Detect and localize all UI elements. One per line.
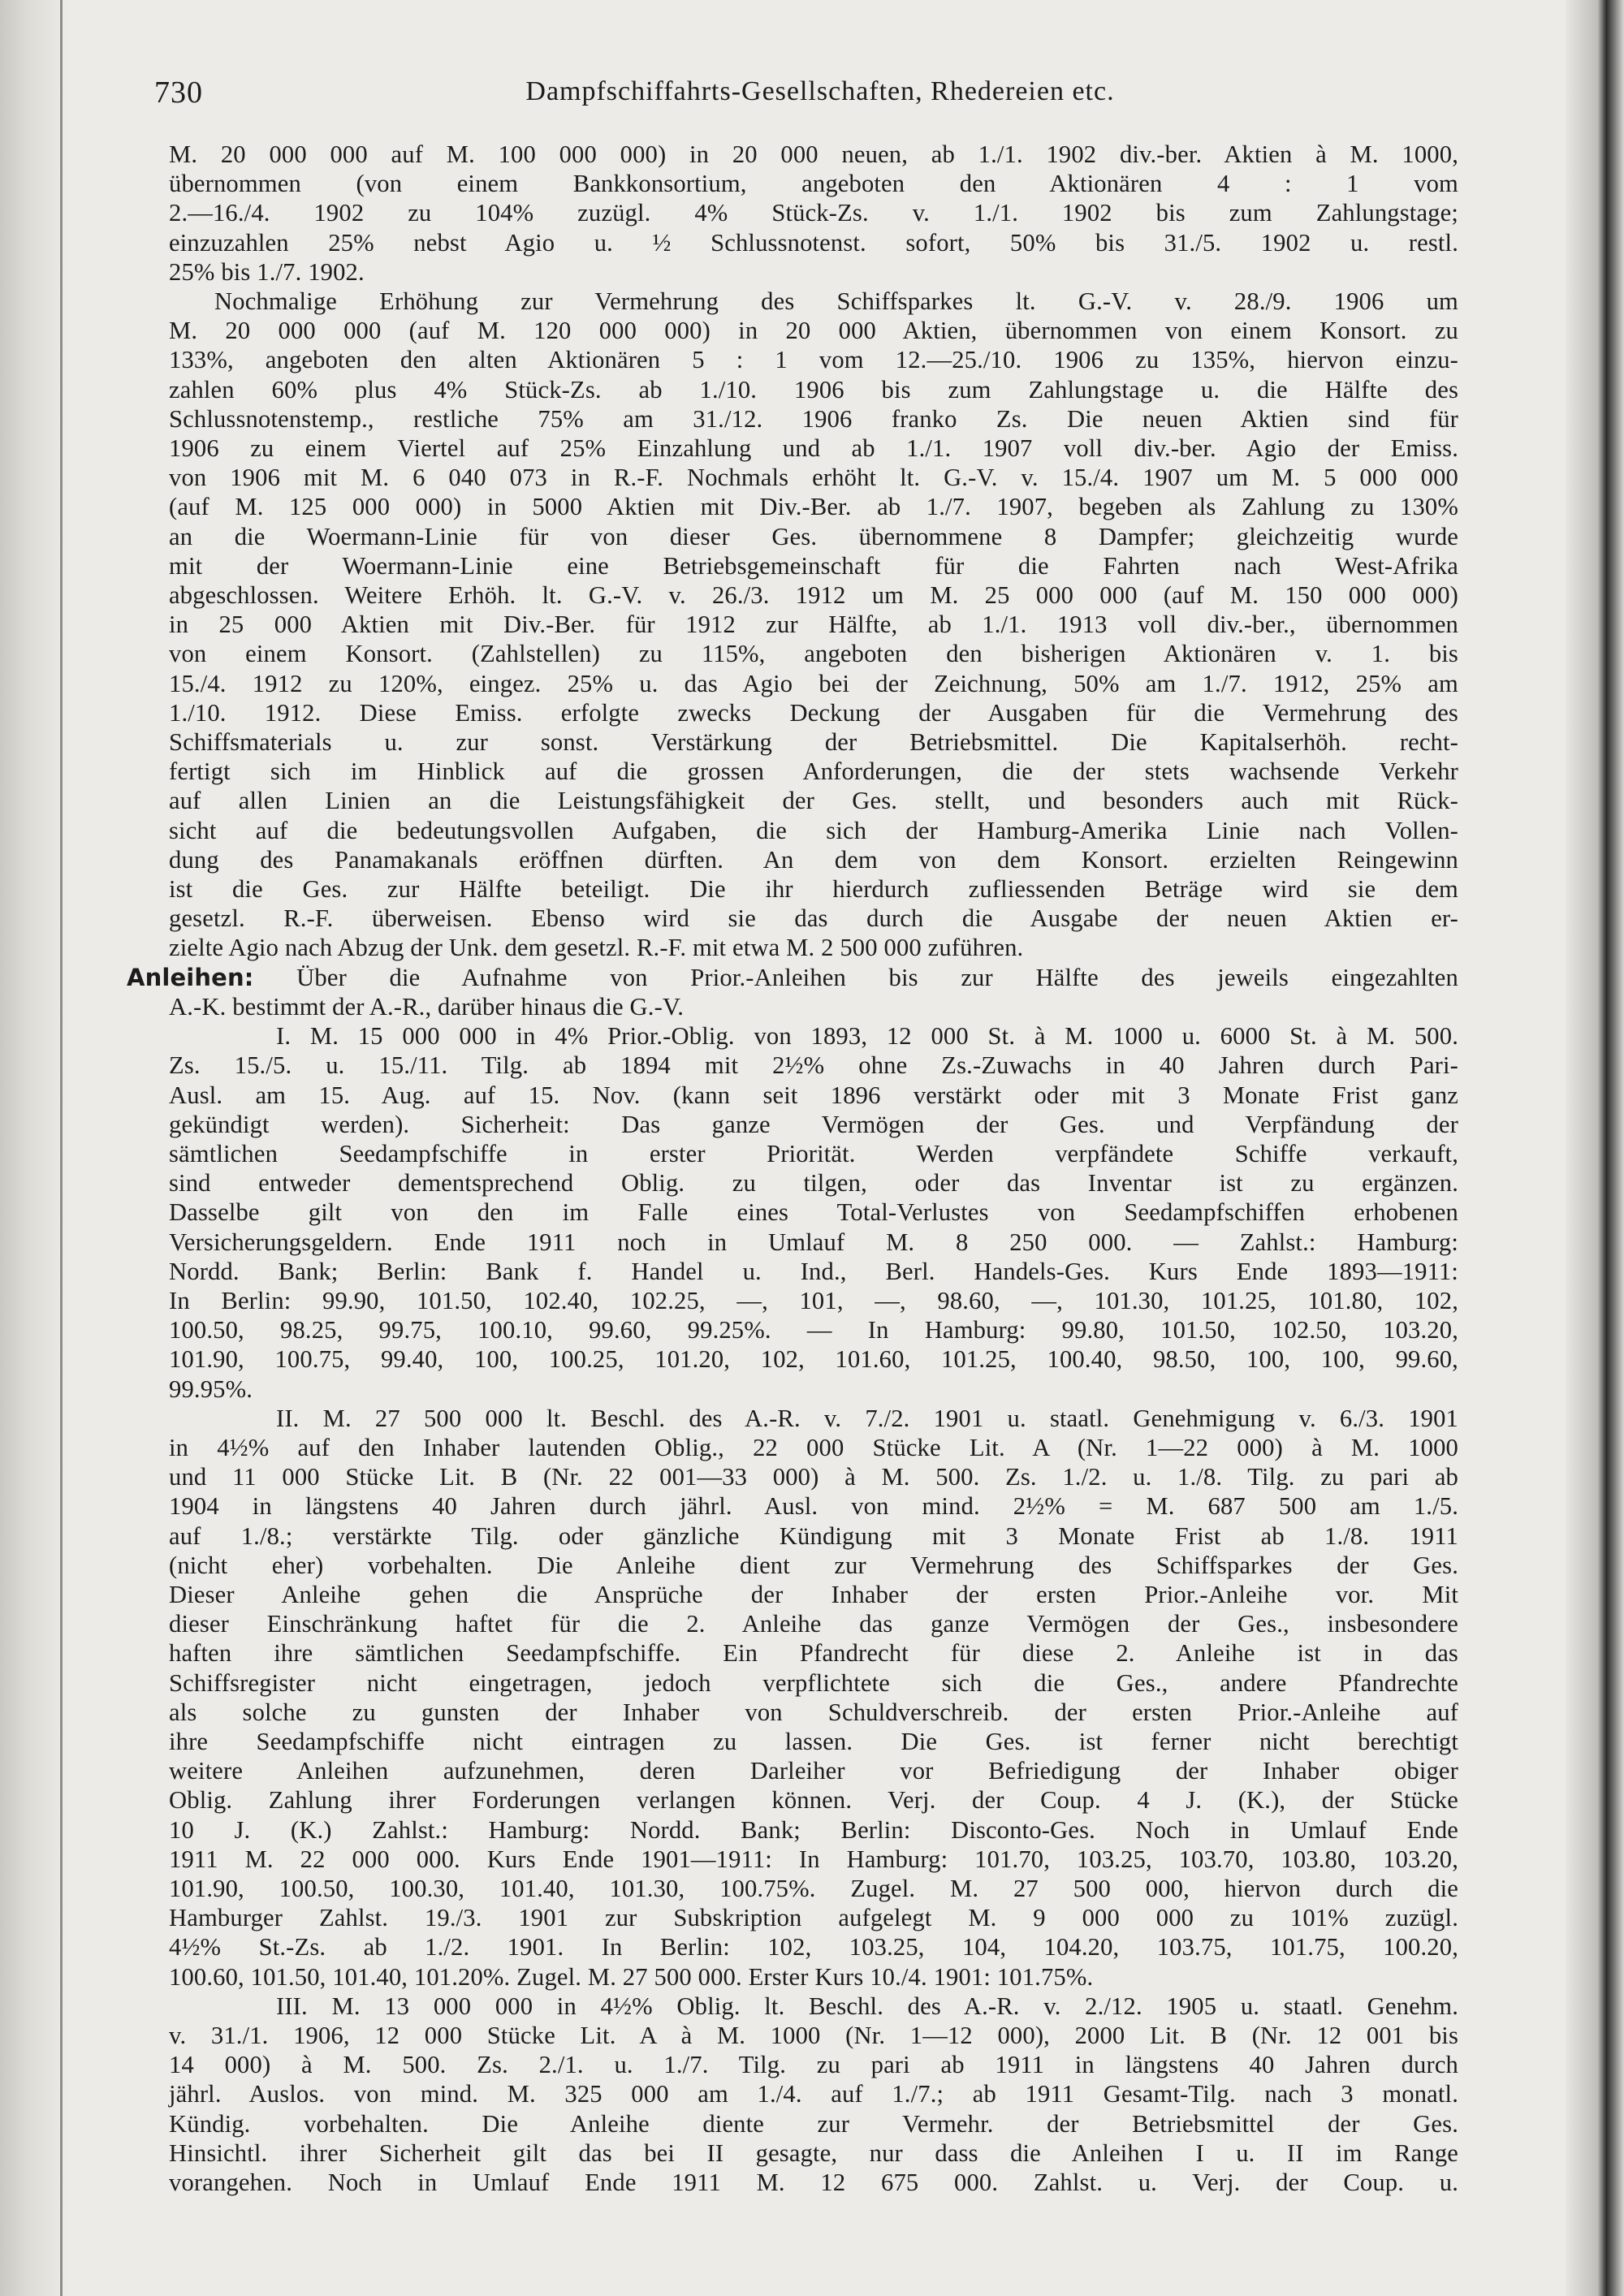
text-line bbox=[169, 492, 1458, 521]
line-text: 10 J. (K.) Zahlst.: Hamburg: Nordd. Bank; Berlin: Disconto-Ges. Noch in Umlauf Ende bbox=[169, 1815, 1458, 1844]
line-text: II. M. 27 500 000 lt. Beschl. des A.-R. v. 7./2. 1901 u. staatl. Genehmigung v. 6./3. 1901 bbox=[276, 1404, 1458, 1432]
text-line bbox=[169, 257, 1458, 287]
text-line bbox=[169, 198, 1458, 227]
text-line bbox=[169, 727, 1458, 757]
text-line bbox=[169, 1433, 1458, 1462]
line-text: an die Woermann-Linie für von dieser Ges. übernommene 8 Dampfer; gleichzeitig wurde bbox=[169, 522, 1458, 550]
line-text: 100.50, 98.25, 99.75, 100.10, 99.60, 99.25%. — In Hamburg: 99.80, 101.50, 102.50, 103.20, bbox=[169, 1316, 1458, 1344]
line-text: fertigt sich im Hinblick auf die grossen Anforderungen, die der stets wachsende Verkehr bbox=[169, 757, 1458, 786]
text-line bbox=[169, 1668, 1458, 1698]
line-text: Versicherungsgeldern. Ende 1911 noch in Umlauf M. 8 250 000. — Zahlst.: Hamburg: bbox=[169, 1228, 1458, 1256]
line-text: 1904 in längstens 40 Jahren durch jährl. Ausl. von mind. 2½% = M. 687 500 am 1./5. bbox=[169, 1492, 1458, 1521]
section-heading: Anleihen: bbox=[127, 963, 254, 991]
running-title: Dampfschiffahrts-Gesellschaften, Rhedereien etc. bbox=[525, 76, 1115, 106]
text-line bbox=[169, 345, 1458, 374]
text-line bbox=[169, 610, 1458, 639]
line-text: 1911 M. 22 000 000. Kurs Ende 1901—1911: In Hamburg: 101.70, 103.25, 103.70, 103.80, 103.20, bbox=[169, 1845, 1458, 1873]
line-text: III. M. 13 000 000 in 4½% Oblig. lt. Beschl. des A.-R. v. 2./12. 1905 u. staatl. Genehm. bbox=[276, 1992, 1458, 2020]
line-text: mit der Woermann-Linie eine Betriebsgemeinschaft für die Fahrten nach West-Afrika bbox=[169, 551, 1458, 580]
text-line bbox=[169, 1491, 1458, 1521]
text-line bbox=[169, 522, 1458, 551]
line-text: Oblig. Zahlung ihrer Forderungen verlangen können. Verj. der Coup. 4 J. (K.), der Stücke bbox=[169, 1786, 1458, 1815]
text-line bbox=[169, 669, 1458, 698]
line-text: 4½% St.-Zs. ab 1./2. 1901. In Berlin: 102, 103.25, 104, 104.20, 103.75, 101.75, 100.20, bbox=[169, 1933, 1458, 1962]
line-text: (auf M. 125 000 000) in 5000 Aktien mit Div.-Ber. ab 1./7. 1907, begeben als Zahlung zu 130% bbox=[169, 493, 1458, 521]
line-text: zahlen 60% plus 4% Stück-Zs. ab 1./10. 1906 bis zum Zahlungstage u. die Hälfte des bbox=[169, 375, 1458, 404]
line-text: von 1906 mit M. 6 040 073 in R.-F. Nochmals erhöht lt. G.-V. v. 15./4. 1907 um M. 5 000 000 bbox=[169, 464, 1458, 492]
line-text: In Berlin: 99.90, 101.50, 102.40, 102.25, —, 101, —, 98.60, —, 101.30, 101.25, 101.80, 102, bbox=[169, 1286, 1458, 1314]
line-text: Über die Aufnahme von Prior.-Anleihen bis zur Hälfte des jeweils eingezahlten bbox=[296, 963, 1458, 991]
line-text: von einem Konsort. (Zahlstellen) zu 115%, angeboten den bisherigen Aktionären v. 1. bis bbox=[169, 640, 1458, 668]
text-line bbox=[169, 1756, 1458, 1785]
line-text: in 25 000 Aktien mit Div.-Ber. für 1912 zur Hälfte, ab 1./1. 1913 voll div.-ber., übernommen bbox=[169, 611, 1458, 639]
text-line bbox=[169, 992, 1458, 1021]
line-text: 2.—16./4. 1902 zu 104% zuzügl. 4% Stück-Zs. v. 1./1. 1902 bis zum Zahlungstage; bbox=[169, 199, 1458, 227]
line-text: 15./4. 1912 zu 120%, eingez. 25% u. das Agio bei der Zeichnung, 50% am 1./7. 1912, 25% am bbox=[169, 669, 1458, 697]
text-line bbox=[169, 1609, 1458, 1638]
text-line bbox=[169, 933, 1458, 962]
line-text: 99.95%. bbox=[169, 1375, 253, 1403]
line-text: ist die Ges. zur Hälfte beteiligt. Die ihr hierdurch zufliessenden Beträge wird sie dem bbox=[169, 875, 1458, 904]
text-line bbox=[169, 2109, 1458, 2138]
line-text: dieser Einschränkung haftet für die 2. Anleihe das ganze Vermögen der Ges., insbesondere bbox=[169, 1610, 1458, 1638]
line-text: Nordd. Bank; Berlin: Bank f. Handel u. Ind., Berl. Handels-Ges. Kurs Ende 1893—1911: bbox=[169, 1257, 1458, 1285]
line-text: und 11 000 Stücke Lit. B (Nr. 22 001—33 000) à M. 500. Zs. 1./2. u. 1./8. Tilg. zu pari ab bbox=[169, 1463, 1458, 1491]
text-line bbox=[169, 1638, 1458, 1668]
text-line bbox=[169, 1551, 1458, 1580]
text-line bbox=[169, 874, 1458, 904]
page-right-edge bbox=[1566, 0, 1624, 2296]
line-text: zielte Agio nach Abzug der Unk. dem gesetzl. R.-F. mit etwa M. 2 500 000 zuführen. bbox=[169, 934, 1024, 962]
line-text: Schlussnotenstemp., restliche 75% am 31./12. 1906 franko Zs. Die neuen Aktien sind für bbox=[169, 404, 1458, 433]
body-text bbox=[127, 140, 1458, 2197]
binding-shadow bbox=[0, 0, 67, 2296]
text-line bbox=[169, 1698, 1458, 1727]
line-text: Nochmalige Erhöhung zur Vermehrung des Schiffsparkes lt. G.-V. v. 28./9. 1906 um bbox=[214, 287, 1458, 316]
text-line bbox=[169, 1903, 1458, 1932]
text-line bbox=[169, 1404, 1458, 1433]
line-text: 14 000) à M. 500. Zs. 2./1. u. 1./7. Tilg. zu pari ab 1911 in längstens 40 Jahren durch bbox=[169, 2051, 1458, 2079]
line-text: ihre Seedampfschiffe nicht eintragen zu lassen. Die Ges. ist ferner nicht berechtigt bbox=[169, 1727, 1458, 1755]
line-text: M. 20 000 000 auf M. 100 000 000) in 20 000 neuen, ab 1./1. 1902 div.-ber. Aktien à M. 1000, bbox=[169, 140, 1458, 168]
text-line bbox=[169, 1315, 1458, 1344]
text-line bbox=[169, 1815, 1458, 1845]
text-line bbox=[169, 228, 1458, 257]
text-line bbox=[169, 1168, 1458, 1198]
line-text: 25% bis 1./7. 1902. bbox=[169, 257, 365, 286]
line-text: jährl. Auslos. von mind. M. 325 000 am 1./4. auf 1./7.; ab 1911 Gesamt-Tilg. nach 3 monatl. bbox=[169, 2080, 1458, 2108]
line-text: v. 31./1. 1906, 12 000 Stücke Lit. A à M. 1000 (Nr. 1—12 000), 2000 Lit. B (Nr. 12 001 bis bbox=[169, 2022, 1458, 2049]
text-line bbox=[169, 1344, 1458, 1374]
line-text: auf allen Linien an die Leistungsfähigkeit der Ges. stellt, und besonders auch mit Rück- bbox=[169, 787, 1458, 815]
text-line bbox=[169, 169, 1458, 198]
line-text: gekündigt werden). Sicherheit: Das ganze Vermögen der Ges. und Verpfändung der bbox=[169, 1110, 1458, 1138]
text-line bbox=[169, 1727, 1458, 1756]
text-line bbox=[169, 463, 1458, 492]
line-text: Kündig. vorbehalten. Die Anleihe diente zur Vermehr. der Betriebsmittel der Ges. bbox=[169, 2109, 1458, 2138]
line-text: in 4½% auf den Inhaber lautenden Oblig., 22 000 Stücke Lit. A (Nr. 1—22 000) à M. 1000 bbox=[169, 1433, 1458, 1461]
text-line bbox=[169, 1139, 1458, 1168]
line-text: sind entweder dementsprechend Oblig. zu tilgen, oder das Inventar ist zu ergänzen. bbox=[169, 1169, 1458, 1198]
line-text: weitere Anleihen aufzunehmen, deren Darleiher vor Befriedigung der Inhaber obiger bbox=[169, 1757, 1458, 1785]
text-line bbox=[169, 1580, 1458, 1609]
text-line bbox=[169, 1375, 1458, 1404]
text-line bbox=[169, 551, 1458, 580]
text-line bbox=[169, 1198, 1458, 1227]
text-line bbox=[169, 698, 1458, 727]
text-line bbox=[169, 2138, 1458, 2168]
text-line bbox=[169, 1257, 1458, 1286]
text-line bbox=[169, 1110, 1458, 1139]
text-line bbox=[169, 2168, 1458, 2197]
binding-edge-line bbox=[60, 0, 63, 2296]
line-text: abgeschlossen. Weitere Erhöh. lt. G.-V. v. 26./3. 1912 um M. 25 000 000 (auf M. 150 000 000) bbox=[169, 581, 1458, 610]
text-line bbox=[169, 316, 1458, 345]
text-line bbox=[169, 404, 1458, 434]
text-line bbox=[169, 816, 1458, 845]
text-line bbox=[169, 287, 1458, 316]
line-text: gesetzl. R.-F. überweisen. Ebenso wird sie das durch die Ausgabe der neuen Aktien er- bbox=[169, 904, 1458, 933]
line-text: als solche zu gunsten der Inhaber von Schuldverschreib. der ersten Prior.-Anleihe auf bbox=[169, 1698, 1458, 1726]
line-text: 101.90, 100.75, 99.40, 100, 100.25, 101.20, 102, 101.60, 101.25, 100.40, 98.50, 100, 100, 99.60, bbox=[169, 1345, 1458, 1374]
line-text: Dasselbe gilt von den im Falle eines Total-Verlustes von Seedampfschiffen erhobenen bbox=[169, 1198, 1458, 1227]
text-line bbox=[169, 1785, 1458, 1815]
text-line bbox=[169, 1021, 1458, 1051]
page-header bbox=[154, 75, 1486, 115]
text-line bbox=[169, 375, 1458, 404]
text-line bbox=[169, 1874, 1458, 1903]
line-text: (nicht eher) vorbehalten. Die Anleihe dient zur Vermehrung des Schiffsparkes der Ges. bbox=[169, 1551, 1458, 1579]
line-text: haften ihre sämtlichen Seedampfschiffe. Ein Pfandrecht für diese 2. Anleihe ist in das bbox=[169, 1639, 1458, 1668]
text-line bbox=[169, 639, 1458, 668]
line-text: 133%, angeboten den alten Aktionären 5 : 1 vom 12.—25./10. 1906 zu 135%, hiervon einzu- bbox=[169, 346, 1458, 374]
line-text: Schiffsmaterials u. zur sonst. Verstärkung der Betriebsmittel. Die Kapitalserhöh. recht- bbox=[169, 728, 1458, 757]
text-line bbox=[169, 1932, 1458, 1962]
text-line bbox=[169, 1962, 1458, 1992]
text-line bbox=[127, 963, 1458, 992]
line-text: Zs. 15./5. u. 15./11. Tilg. ab 1894 mit 2½% ohne Zs.-Zuwachs in 40 Jahren durch Pari- bbox=[169, 1051, 1458, 1080]
line-text: Ausl. am 15. Aug. auf 15. Nov. (kann seit 1896 verstärkt oder mit 3 Monate Frist ganz bbox=[169, 1081, 1458, 1109]
line-text: einzuzahlen 25% nebst Agio u. ½ Schlussnotenst. sofort, 50% bis 31./5. 1902 u. restl. bbox=[169, 228, 1458, 257]
text-line bbox=[169, 1462, 1458, 1491]
line-text: Hinsichtl. ihrer Sicherheit gilt das bei II gesagte, nur dass die Anleihen I u. II im Range bbox=[169, 2138, 1458, 2167]
line-text: vorangehen. Noch in Umlauf Ende 1911 M. 12 675 000. Zahlst. u. Verj. der Coup. u. bbox=[169, 2169, 1458, 2197]
line-text: Dieser Anleihe gehen die Ansprüche der Inhaber der ersten Prior.-Anleihe vor. Mit bbox=[169, 1580, 1458, 1608]
line-text: 1906 zu einem Viertel auf 25% Einzahlung und ab 1./1. 1907 voll div.-ber. Agio der Emiss. bbox=[169, 434, 1458, 463]
text-line bbox=[169, 1992, 1458, 2021]
text-line bbox=[169, 1845, 1458, 1874]
line-text: 101.90, 100.50, 100.30, 101.40, 101.30, 100.75%. Zugel. M. 27 500 000, hiervon durch die bbox=[169, 1874, 1458, 1902]
line-text: M. 20 000 000 (auf M. 120 000 000) in 20 000 Aktien, übernommen von einem Konsort. zu bbox=[169, 317, 1458, 345]
text-line bbox=[169, 786, 1458, 815]
text-line bbox=[169, 904, 1458, 933]
text-line bbox=[169, 757, 1458, 786]
text-line bbox=[169, 1286, 1458, 1315]
text-line bbox=[169, 2050, 1458, 2079]
line-text: I. M. 15 000 000 in 4% Prior.-Oblig. von 1893, 12 000 St. à M. 1000 u. 6000 St. à M. 500. bbox=[276, 1022, 1458, 1051]
text-line bbox=[169, 1081, 1458, 1110]
text-line bbox=[169, 434, 1458, 463]
text-line bbox=[169, 580, 1458, 610]
line-text: sämtlichen Seedampfschiffe in erster Priorität. Werden verpfändete Schiffe verkauft, bbox=[169, 1139, 1458, 1167]
line-text: Schiffsregister nicht eingetragen, jedoch verpflichtete sich die Ges., andere Pfandrechte bbox=[169, 1668, 1458, 1697]
text-line bbox=[169, 845, 1458, 874]
line-text: übernommen (von einem Bankkonsortium, angeboten den Aktionären 4 : 1 vom bbox=[169, 170, 1458, 198]
text-line bbox=[169, 2021, 1458, 2050]
page-number: 730 bbox=[154, 76, 203, 110]
line-text: A.-K. bestimmt der A.-R., darüber hinaus die G.-V. bbox=[169, 992, 684, 1021]
text-line bbox=[169, 1228, 1458, 1257]
line-text: sicht auf die bedeutungsvollen Aufgaben, die sich der Hamburg-Amerika Linie nach Vollen- bbox=[169, 816, 1458, 844]
line-text: 1./10. 1912. Diese Emiss. erfolgte zwecks Deckung der Ausgaben für die Vermehrung des bbox=[169, 698, 1458, 727]
text-line bbox=[169, 1521, 1458, 1551]
line-text: Hamburger Zahlst. 19./3. 1901 zur Subskription aufgelegt M. 9 000 000 zu 101% zuzügl. bbox=[169, 1904, 1458, 1932]
line-text: auf 1./8.; verstärkte Tilg. oder gänzliche Kündigung mit 3 Monate Frist ab 1./8. 1911 bbox=[169, 1521, 1458, 1550]
text-line bbox=[169, 2079, 1458, 2108]
line-text: dung des Panamakanals eröffnen dürften. An dem von dem Konsort. erzielten Reingewinn bbox=[169, 845, 1458, 874]
text-line bbox=[169, 140, 1458, 169]
line-text: 100.60, 101.50, 101.40, 101.20%. Zugel. M. 27 500 000. Erster Kurs 10./4. 1901: 101.75%. bbox=[169, 1962, 1094, 1991]
text-line bbox=[169, 1051, 1458, 1080]
